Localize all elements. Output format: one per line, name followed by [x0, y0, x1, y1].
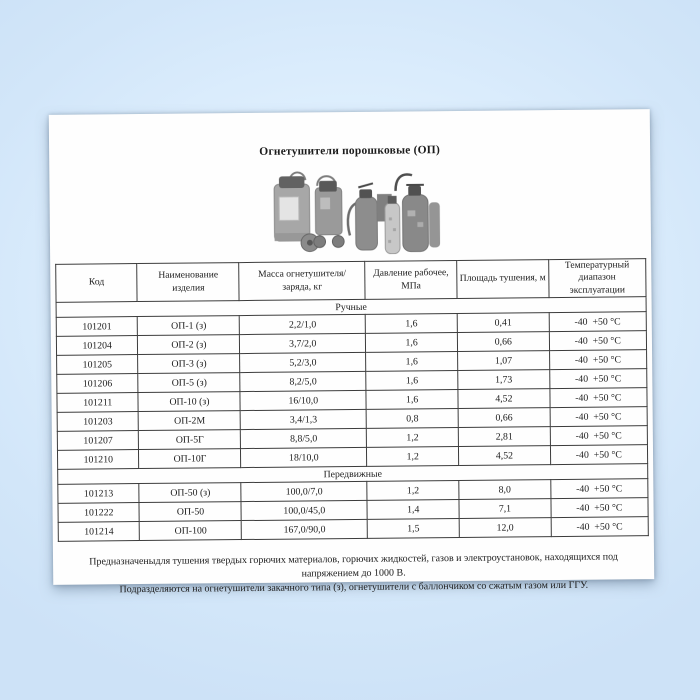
table-cell: ОП-5Г	[139, 430, 241, 450]
table-cell: 101203	[57, 412, 139, 432]
header-row	[56, 259, 646, 303]
table-cell: 1,73	[458, 370, 550, 390]
column-header-area: Площадь тушения, м	[457, 260, 549, 299]
footer-note	[70, 551, 638, 598]
table-cell: -40 +50 °С	[551, 517, 649, 537]
table-cell: ОП-50 (з)	[139, 483, 241, 503]
table-cell: 1,2	[366, 428, 458, 448]
table-cell: 8,2/5,0	[240, 372, 366, 392]
table-cell: 1,6	[365, 314, 457, 334]
table-cell: ОП-1 (з)	[138, 316, 240, 336]
extinguishers-photo	[250, 163, 451, 258]
table-cell: -40 +50 °С	[549, 369, 647, 389]
table-cell: 101211	[57, 393, 139, 413]
table-cell: 1,6	[366, 352, 458, 372]
table-cell: 1,6	[365, 333, 457, 353]
footer-line-1: Предназначеныдля тушения твердых горючих материалов, горючих жидкостей, газов и электроустановок, находящихся под напряжением до 1000 В.	[89, 551, 618, 580]
table-cell: 4,52	[458, 389, 550, 409]
section-label: Передвижные	[58, 464, 648, 485]
table-cell: 167,0/90,0	[242, 520, 368, 540]
column-header-temperature: Температурный диапазон эксплуатации	[548, 259, 646, 298]
table-body	[56, 297, 648, 542]
table-cell: 101204	[56, 336, 138, 356]
table-cell: 0,41	[457, 313, 549, 333]
table-cell: 3,7/2,0	[240, 334, 366, 354]
table-cell: 1,07	[458, 351, 550, 371]
table-cell: ОП-50	[139, 502, 241, 522]
table-cell: -40 +50 °С	[550, 388, 648, 408]
table-cell: 1,4	[367, 500, 459, 520]
column-header-mass: Масса огнетушителя/ заряда, кг	[239, 261, 365, 301]
document-page	[49, 109, 654, 596]
extinguishers-illustration	[250, 163, 451, 258]
table-cell: 101210	[57, 450, 139, 470]
table-cell: 101222	[58, 503, 140, 523]
table-cell: 100,0/7,0	[241, 482, 367, 502]
table-cell: ОП-100	[140, 521, 242, 541]
table-cell: 101205	[57, 355, 139, 375]
table-cell: -40 +50 °С	[549, 312, 647, 332]
column-header-name: Наименование изделия	[137, 263, 239, 302]
section-label: Ручные	[56, 297, 646, 318]
table-cell: 12,0	[459, 518, 551, 538]
table-cell: 1,5	[367, 519, 459, 539]
table-cell: ОП-10 (з)	[138, 392, 240, 412]
footer-line-2: Подразделяются на огнетушители закачного типа (з), огнетушители с баллончиком со сжатым газом или ГГУ.	[119, 579, 589, 596]
table-cell: 18/10,0	[241, 448, 367, 468]
table-cell: 100,0/45,0	[241, 501, 367, 521]
table-cell: 101206	[57, 374, 139, 394]
table-cell: ОП-10Г	[139, 449, 241, 469]
table-cell: ОП-3 (з)	[138, 354, 240, 374]
table-cell: 101213	[58, 484, 140, 504]
table-cell: 1,6	[366, 390, 458, 410]
table-cell: 7,1	[459, 499, 551, 519]
table-cell: -40 +50 °С	[550, 479, 648, 499]
extinguishers-table	[55, 258, 649, 542]
table-cell: 8,8/5,0	[241, 429, 367, 449]
table-cell: 0,66	[458, 332, 550, 352]
table-cell: ОП-2 (з)	[138, 335, 240, 355]
table-cell: ОП-2М	[139, 411, 241, 431]
table-cell: -40 +50 °С	[550, 445, 648, 465]
table-cell: -40 +50 °С	[549, 350, 647, 370]
document-title: Огнетушители порошковые (ОП)	[259, 144, 441, 158]
table-cell: ОП-5 (з)	[138, 373, 240, 393]
table-cell: -40 +50 °С	[551, 498, 649, 518]
table-cell: 101201	[56, 317, 138, 337]
table-cell: 4,52	[459, 446, 551, 466]
column-header-code: Код	[56, 264, 138, 303]
table-cell: -40 +50 °С	[550, 407, 648, 427]
table-cell: 8,0	[459, 480, 551, 500]
table-cell: 3,4/1,3	[241, 410, 367, 430]
table-cell: 101207	[57, 431, 139, 451]
table-cell: 1,6	[366, 371, 458, 391]
table-cell: -40 +50 °С	[550, 426, 648, 446]
table-cell: 0,8	[366, 409, 458, 429]
table-cell: 1,2	[367, 447, 459, 467]
table-cell: 2,2/1,0	[240, 315, 366, 335]
table-cell: 101214	[58, 522, 140, 542]
table-cell: 1,2	[367, 481, 459, 501]
table-cell: 5,2/3,0	[240, 353, 366, 373]
table-cell: 2,81	[458, 427, 550, 447]
column-header-pressure: Давление рабочее, МПа	[365, 260, 457, 299]
table-cell: 16/10,0	[240, 391, 366, 411]
table-cell: 0,66	[458, 408, 550, 428]
table-cell: -40 +50 °С	[549, 331, 647, 351]
